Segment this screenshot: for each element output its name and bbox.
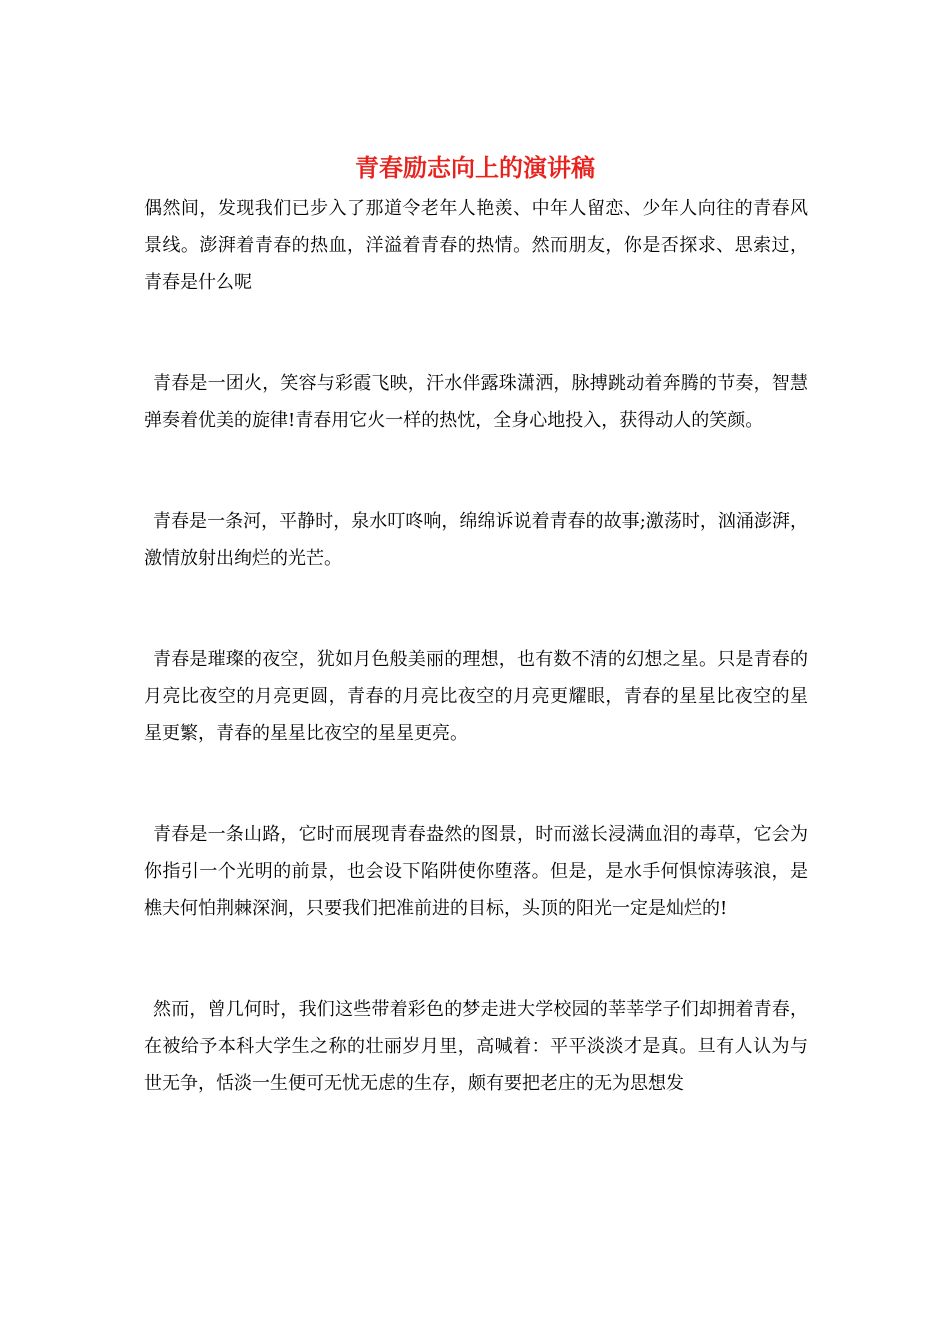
paragraph-5: 青春是一条山路，它时而展现青春盎然的图景，时而滋长浸满血泪的毒草，它会为你指引一个光明的前景，也会设下陷阱使你堕落。但是，是水手何惧惊涛骇浪，是樵夫何怕荆棘深涧，只要我们把准前进的目标，头顶的阳光一定是灿烂的! xyxy=(144,824,808,919)
document-title: 青春励志向上的演讲稿 xyxy=(355,153,595,182)
paragraph-3: 青春是一条河，平静时，泉水叮咚响，绵绵诉说着青春的故事;激荡时，汹涌澎湃，激情放射出绚烂的光芒。 xyxy=(144,511,808,569)
document-body xyxy=(144,190,808,1166)
paragraph-4: 青春是璀璨的夜空，犹如月色般美丽的理想，也有数不清的幻想之星。只是青春的月亮比夜空的月亮更圆，青春的月亮比夜空的月亮更耀眼，青春的星星比夜空的星星更繁，青春的星星比夜空的星星更亮。 xyxy=(144,649,808,744)
paragraph-1: 偶然间，发现我们已步入了那道令老年人艳羡、中年人留恋、少年人向往的青春风景线。澎湃着青春的热血，洋溢着青春的热情。然而朋友，你是否探求、思索过，青春是什么呢 xyxy=(144,198,808,293)
paragraph-2: 青春是一团火，笑容与彩霞飞映，汗水伴露珠潇洒，脉搏跳动着奔腾的节奏，智慧弹奏着优美的旋律!青春用它火一样的热忱，全身心地投入，获得动人的笑颜。 xyxy=(144,373,808,431)
paragraph-6: 然而，曾几何时，我们这些带着彩色的梦走进大学校园的莘莘学子们却拥着青春，在被给予本科大学生之称的壮丽岁月里，高喊着：平平淡淡才是真。旦有人认为与世无争，恬淡一生便可无忧无虑的生存，颇有要把老庄的无为思想发 xyxy=(144,999,808,1094)
